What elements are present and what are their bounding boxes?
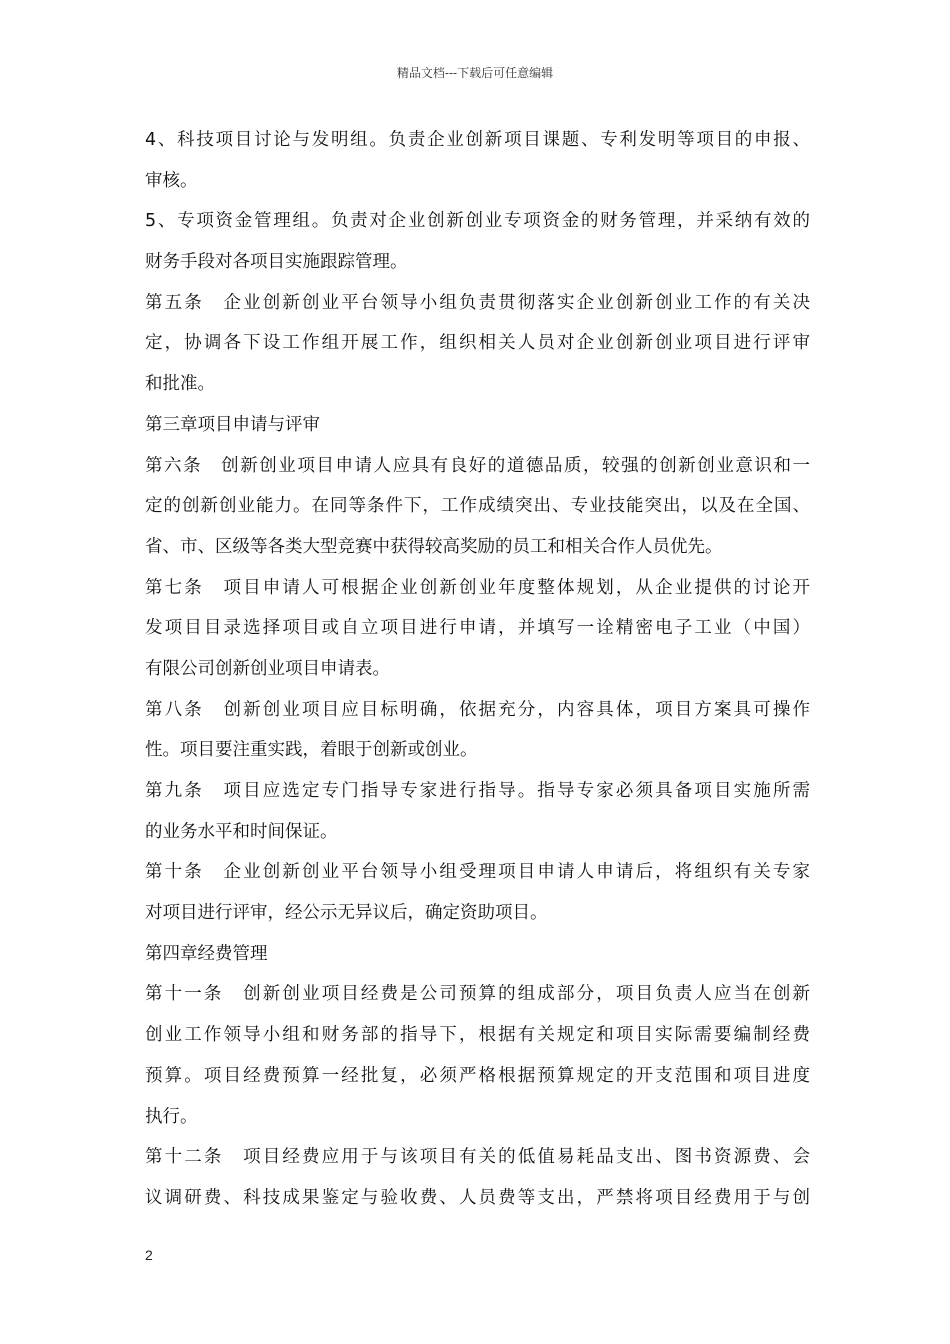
text-line: 第十一条 创新创业项目经费是公司预算的组成部分，项目负责人应当在创新 xyxy=(145,984,810,1005)
text-line: 第四章经费管理 xyxy=(145,943,268,964)
text-line: 第十二条 项目经费应用于与该项目有关的低值易耗品支出、图书资源费、会 xyxy=(145,1147,810,1168)
text-line: 定，协调各下设工作组开展工作，组织相关人员对企业创新创业项目进行评审 xyxy=(145,333,810,354)
text-line: 执行。 xyxy=(145,1106,198,1127)
text-line: 创业工作领导小组和财务部的指导下，根据有关规定和项目实际需要编制经费 xyxy=(145,1025,810,1046)
text-line: 和批准。 xyxy=(145,374,215,395)
text-line: 第六条 创新创业项目申请人应具有良好的道德品质，较强的创新创业意识和一 xyxy=(145,455,810,476)
text-line: 对项目进行评审，经公示无异议后，确定资助项目。 xyxy=(145,903,548,924)
text-line: 第三章项目申请与评审 xyxy=(145,414,320,435)
page-header: 精品文档---下载后可任意编辑 xyxy=(396,66,554,80)
text-line: 第十条 企业创新创业平台领导小组受理项目申请人申请后，将组织有关专家 xyxy=(145,862,810,883)
text-line: 议调研费、科技成果鉴定与验收费、人员费等支出，严禁将项目经费用于与创 xyxy=(145,1187,810,1208)
text-line: 第八条 创新创业项目应目标明确，依据充分，内容具体，项目方案具可操作 xyxy=(145,699,810,720)
text-line: 省、市、区级等各类大型竞赛中获得较高奖励的员工和相关合作人员优先。 xyxy=(145,536,723,557)
text-line: 第七条 项目申请人可根据企业创新创业年度整体规划，从企业提供的讨论开 xyxy=(145,577,810,598)
text-line: 定的创新创业能力。在同等条件下，工作成绩突出、专业技能突出，以及在全国、 xyxy=(145,496,810,517)
text-line: 预算。项目经费预算一经批复，必须严格根据预算规定的开支范围和项目进度 xyxy=(145,1065,810,1086)
text-line: 5、专项资金管理组。负责对企业创新创业专项资金的财务管理，并采纳有效的 xyxy=(145,211,810,232)
text-line: 的业务水平和时间保证。 xyxy=(145,821,338,842)
text-line: 第九条 项目应选定专门指导专家进行指导。指导专家必须具备项目实施所需 xyxy=(145,781,810,801)
text-line: 审核。 xyxy=(145,170,198,191)
text-line: 第五条 企业创新创业平台领导小组负责贯彻落实企业创新创业工作的有关决 xyxy=(145,292,810,313)
text-line: 性。项目要注重实践，着眼于创新或创业。 xyxy=(145,740,478,761)
page-number: 2 xyxy=(145,1247,153,1263)
document-body xyxy=(145,120,810,1219)
text-line: 4、科技项目讨论与发明组。负责企业创新项目课题、专利发明等项目的申报、 xyxy=(145,130,810,150)
text-line: 有限公司创新创业项目申请表。 xyxy=(145,658,390,679)
text-line: 发项目目录选择项目或自立项目进行申请，并填写一诠精密电子工业（中国） xyxy=(145,618,810,639)
text-line: 财务手段对各项目实施跟踪管理。 xyxy=(145,252,408,273)
